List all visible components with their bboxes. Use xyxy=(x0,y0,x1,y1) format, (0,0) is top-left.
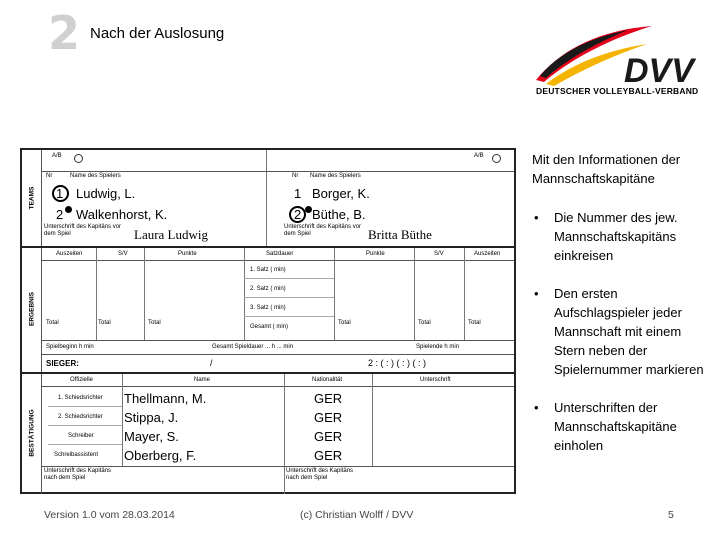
final-score: 2 : ( : ) ( : ) ( : ) xyxy=(368,358,426,368)
team-b-player-1-name: Borger, K. xyxy=(312,186,370,201)
player-name-label-left: Name des Spielers xyxy=(70,173,121,179)
nr-label-left: Nr xyxy=(46,173,53,179)
footer-copyright: (c) Christian Wolff / DVV xyxy=(300,509,414,521)
bullet-item: • Die Nummer des jew. Mannschaftskapitäns einkreisen xyxy=(532,208,712,265)
spielende: Spielende h min xyxy=(416,344,460,350)
slide-title: Nach der Auslosung xyxy=(90,25,225,42)
gesamt-duration: Gesamt ( min) xyxy=(250,324,289,330)
ab-checkbox-right xyxy=(492,154,501,163)
bullet-item: • Den ersten Aufschlagspieler jeder Mannschaft mit einem Stern neben der Spielernummer markieren xyxy=(532,284,712,379)
sv-right-label: S/V xyxy=(434,251,444,257)
logo-subtitle: DEUTSCHER VOLLEYBALL-VERBAND xyxy=(536,86,699,96)
auszeiten-left-label: Auszeiten xyxy=(56,251,83,257)
section-teams: TEAMS xyxy=(22,150,42,246)
captain-signature-team-a: Laura Ludwig xyxy=(134,227,209,242)
satz-3-duration: 3. Satz ( min) xyxy=(250,305,286,311)
captain-sig-after-b: Unterschrift des Kapitäns nach dem Spiel xyxy=(286,468,354,481)
section-bestaetigung: BESTÄTIGUNG xyxy=(22,372,42,494)
captain-sig-after-a: Unterschrift des Kapitäns nach dem Spiel xyxy=(44,468,112,481)
captain-signature-team-b: Britta Büthe xyxy=(368,227,432,242)
first-server-star-team-a xyxy=(65,206,72,213)
role-4: Schreibassistent xyxy=(54,452,99,458)
team-b-player-2-name: Büthe, B. xyxy=(312,207,366,222)
official-3-nat: GER xyxy=(314,429,343,444)
satz-2-duration: 2. Satz ( min) xyxy=(250,286,286,292)
team-b-player-2-nr: 2 xyxy=(294,207,302,222)
page-number: 5 xyxy=(668,509,674,521)
sv-left-label: S/V xyxy=(118,251,128,257)
satz-1-duration: 1. Satz ( min) xyxy=(250,267,286,273)
punkte-left-label: Punkte xyxy=(178,251,197,257)
intro-text: Mit den Informationen der Mannschaftskapitäne xyxy=(532,152,681,186)
official-name-label: Name xyxy=(194,377,211,383)
gesamt-spieldauer: Gesamt Spieldauer ... h ... min xyxy=(212,344,294,350)
captain-signature-label-b: Unterschrift des Kapitäns vor dem Spiel xyxy=(284,224,362,237)
team-a-player-1-nr: 1 xyxy=(56,186,64,201)
official-4-name: Oberberg, F. xyxy=(124,448,197,463)
footer-version: Version 1.0 vom 28.03.2014 xyxy=(44,509,175,521)
total-left-1: Total xyxy=(46,320,59,326)
total-right-3: Total xyxy=(468,320,481,326)
satzdauer-label: Satzdauer xyxy=(266,251,294,257)
official-3-name: Mayer, S. xyxy=(124,429,179,444)
role-3: Schreiber xyxy=(68,433,94,439)
team-b-player-1-nr: 1 xyxy=(294,186,302,201)
player-name-label-right: Name des Spielers xyxy=(310,173,361,179)
ab-label-left: A/B xyxy=(52,153,62,159)
ab-label-right: A/B xyxy=(474,153,484,159)
first-server-star-team-b xyxy=(305,206,312,213)
sieger-slash: / xyxy=(210,358,213,368)
team-a-player-2-name: Walkenhorst, K. xyxy=(76,207,168,222)
nr-label-right: Nr xyxy=(292,173,299,179)
sieger-label: SIEGER: xyxy=(46,359,79,368)
team-a-player-2-nr: 2 xyxy=(56,207,64,222)
official-unterschrift-label: Unterschrift xyxy=(420,377,451,383)
auszeiten-right-label: Auszeiten xyxy=(474,251,501,257)
scoresheet xyxy=(20,148,516,494)
official-4-nat: GER xyxy=(314,448,343,463)
total-left-3: Total xyxy=(148,320,161,326)
total-right-1: Total xyxy=(338,320,351,326)
role-1: 1. Schiedsrichter xyxy=(58,395,103,401)
punkte-right-label: Punkte xyxy=(366,251,385,257)
captain-signature-label-a: Unterschrift des Kapitäns vor dem Spiel xyxy=(44,224,122,237)
official-2-name: Stippa, J. xyxy=(124,410,179,425)
offizielle-label: Offizielle xyxy=(70,377,93,383)
logo-wordmark: DVV xyxy=(624,52,694,90)
official-1-name: Thellmann, M. xyxy=(124,391,207,406)
official-2-nat: GER xyxy=(314,410,343,425)
official-1-nat: GER xyxy=(314,391,343,406)
section-ergebnis: ERGEBNIS xyxy=(22,246,42,372)
nationalitaet-label: Nationalität xyxy=(312,377,343,383)
spielbeginn: Spielbeginn h min xyxy=(46,344,94,350)
team-a-player-1-name: Ludwig, L. xyxy=(76,186,136,201)
ab-checkbox-left xyxy=(74,154,83,163)
role-2: 2. Schiedsrichter xyxy=(58,414,103,420)
total-left-2: Total xyxy=(98,320,111,326)
slide-number: 2 xyxy=(48,6,81,60)
bullet-item: • Unterschriften der Mannschaftskapitäne einholen xyxy=(532,398,712,455)
total-right-2: Total xyxy=(418,320,431,326)
bullet-list xyxy=(532,208,712,474)
